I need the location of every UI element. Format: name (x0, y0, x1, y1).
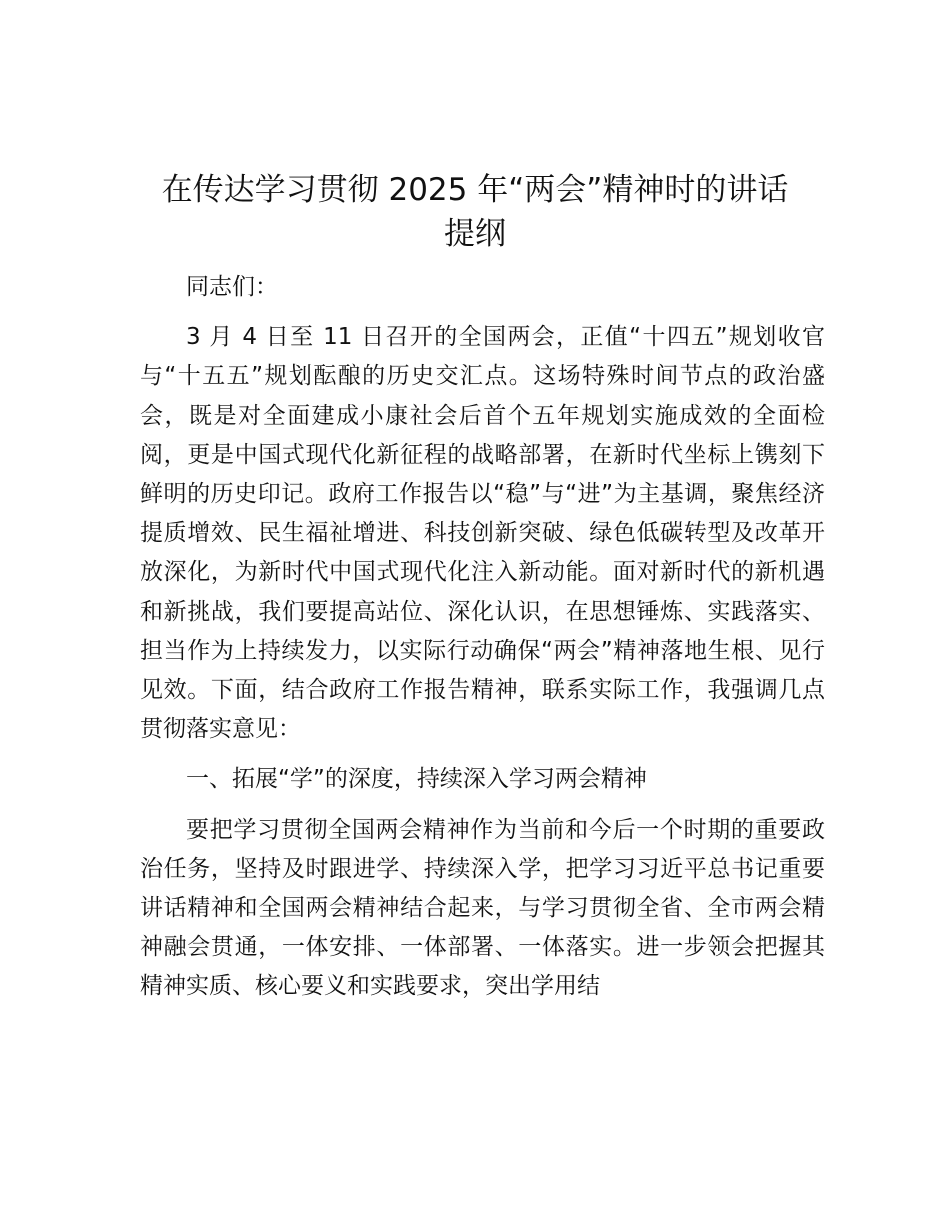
title-line-2: 提纲 (444, 216, 506, 252)
salutation: 同志们： (186, 274, 278, 300)
section-1-heading: 一、拓展“学”的深度，持续深入学习两会精神 (186, 766, 647, 793)
title-line-1: 在传达学习贯彻 2025 年“两会”精神时的讲话 (161, 172, 789, 208)
document-title (140, 168, 810, 256)
document-body (140, 268, 825, 1018)
section-1-paragraph: 要把学习贯彻全国两会精神作为当前和今后一个时期的重要政治任务，坚持及时跟进学、持续深入学，把学习习近平总书记重要讲话精神和全国两会精神结合起来，与学习贯彻全省、全市两会精神融会贯通，一体安排、一体部署、一体落实。进一步领会把握其精神实质、核心要义和实践要求，突出学用结 (140, 816, 825, 1000)
intro-paragraph: 3 月 4 日至 11 日召开的全国两会，正值“十四五”规划收官与“十五五”规划酝酿的历史交汇点。这场特殊时间节点的政治盛会，既是对全面建成小康社会后首个五年规划实施成效的全面检阅，更是中国式现代化新征程的战略部署，在新时代坐标上镌刻下鲜明的历史印记。政府工作报告以“稳”与“进”为主基调，聚焦经济提质增效、民生福祉增进、科技创新突破、绿色低碳转型及改革开放深化，为新时代中国式现代化注入新动能。面对新时代的新机遇和新挑战，我们要提高站位、深化认识，在思想锤炼、实践落实、担当作为上持续发力，以实际行动确保“两会”精神落地生根、见行见效。下面，结合政府工作报告精神，联系实际工作，我强调几点贯彻落实意见： (140, 324, 825, 743)
